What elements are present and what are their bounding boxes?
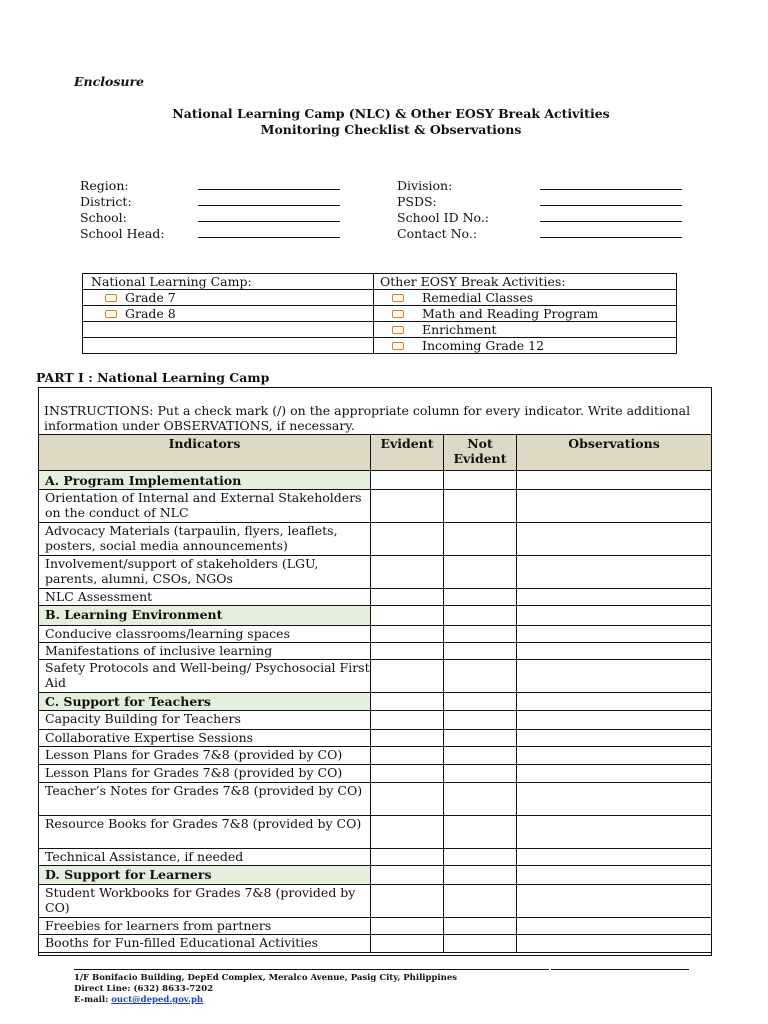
observations-cell[interactable] [517,606,712,626]
evident-cell[interactable] [371,693,444,711]
eosy-heading: Other EOSY Break Activities: [374,274,677,290]
school-id-blank[interactable] [540,210,682,222]
evident-cell[interactable] [371,765,444,783]
table-row [39,626,712,643]
evident-cell[interactable] [371,643,444,660]
region-blank[interactable] [198,178,340,190]
observations-cell[interactable] [517,918,712,935]
field-label-division: Division: [397,178,453,193]
footer-divider [74,969,549,970]
evident-cell[interactable] [371,490,444,523]
observations-cell[interactable] [517,816,712,849]
col-observations: Observations [517,435,712,471]
evident-cell[interactable] [371,730,444,747]
evident-cell[interactable] [371,866,444,885]
observations-cell[interactable] [517,783,712,816]
observations-cell[interactable] [517,471,712,490]
field-label-school-id: School ID No.: [397,210,489,225]
enrichment-label: Enrichment [422,321,497,337]
header-fields-right [397,178,683,242]
section-a-title: A. Program Implementation [39,471,371,490]
indicator-label: Capacity Building for Teachers [39,711,371,730]
indicator-label: Involvement/support of stakeholders (LGU, parents, alumni, CSOs, NGOs [39,556,371,589]
evident-cell[interactable] [371,918,444,935]
indicator-label: Advocacy Materials (tarpaulin, flyers, leaflets, posters, social media announcements) [39,523,371,556]
table-row [39,490,712,523]
not-evident-cell[interactable] [444,866,517,885]
not-evident-cell[interactable] [444,660,517,693]
col-evident: Evident [371,435,444,471]
indicator-label: NLC Assessment [39,589,371,606]
nlc-heading: National Learning Camp: [83,274,374,290]
observations-cell[interactable] [517,849,712,866]
activities-table [82,273,677,354]
field-label-school-head: School Head: [80,226,165,241]
evident-cell[interactable] [371,523,444,556]
indicator-label: Collaborative Expertise Sessions [39,730,371,747]
observations-cell[interactable] [517,643,712,660]
not-evident-cell[interactable] [444,918,517,935]
col-not-evident-line2: Evident [453,451,507,466]
observations-cell[interactable] [517,490,712,523]
observations-cell[interactable] [517,660,712,693]
observations-cell[interactable] [517,589,712,606]
not-evident-cell[interactable] [444,523,517,556]
indicator-label: Resource Books for Grades 7&8 (provided by CO) [39,816,371,849]
indicator-label: Technical Assistance, if needed [39,849,371,866]
indicator-label: Manifestations of inclusive learning [39,643,371,660]
indicator-label: Conducive classrooms/learning spaces [39,626,371,643]
table-row [39,849,712,866]
indicator-label: Lesson Plans for Grades 7&8 (provided by CO) [39,765,371,783]
observations-cell[interactable] [517,556,712,589]
school-head-blank[interactable] [198,226,340,238]
footer-direct-line: Direct Line: (632) 8633-7202 [74,984,214,994]
enclosure-label: Enclosure [74,74,144,89]
grade-7-checkbox[interactable] [105,294,117,302]
table-row [39,730,712,747]
evident-cell[interactable] [371,556,444,589]
indicator-label: Safety Protocols and Well-being/ Psychosocial First Aid [39,660,371,693]
section-c-title: C. Support for Teachers [39,693,371,711]
remedial-checkbox[interactable] [392,294,404,302]
not-evident-cell[interactable] [444,471,517,490]
not-evident-cell[interactable] [444,783,517,816]
evident-cell[interactable] [371,816,444,849]
indicator-label: Freebies for learners from partners [39,918,371,935]
section-row [39,693,712,711]
indicator-label: Lesson Plans for Grades 7&8 (provided by CO) [39,747,371,765]
not-evident-cell[interactable] [444,816,517,849]
header-fields-left [80,178,340,242]
document-title: National Learning Camp (NLC) & Other EOSY Break Activities [172,106,610,121]
observations-cell[interactable] [517,730,712,747]
table-row [39,765,712,783]
table-row [39,935,712,953]
observations-cell[interactable] [517,747,712,765]
instructions: INSTRUCTIONS: Put a check mark (/) on the appropriate column for every indicator. Write additional information under OBSERVATIONS, if necessary. [44,403,691,433]
observations-cell[interactable] [517,935,712,953]
section-d-title: D. Support for Learners [39,866,371,885]
observations-cell[interactable] [517,711,712,730]
not-evident-cell[interactable] [444,849,517,866]
observations-cell[interactable] [517,885,712,918]
table-row [39,523,712,556]
evident-cell[interactable] [371,747,444,765]
not-evident-cell[interactable] [444,626,517,643]
table-row [39,783,712,816]
math-reading-label: Math and Reading Program [422,305,599,321]
not-evident-cell[interactable] [444,693,517,711]
empty-cell [83,338,374,354]
footer-email-label: E-mail: [74,995,112,1005]
field-label-contact: Contact No.: [397,226,478,241]
psds-blank[interactable] [540,194,682,206]
indicator-label: Teacher’s Notes for Grades 7&8 (provided by CO) [39,783,371,816]
enrichment-checkbox[interactable] [392,326,404,334]
math-reading-checkbox[interactable] [392,310,404,318]
observations-cell[interactable] [517,523,712,556]
field-label-district: District: [80,194,132,209]
evident-cell[interactable] [371,660,444,693]
document-subtitle: Monitoring Checklist & Observations [260,122,522,137]
not-evident-cell[interactable] [444,730,517,747]
not-evident-cell[interactable] [444,606,517,626]
table-row [39,747,712,765]
table-row [39,589,712,606]
school-blank[interactable] [198,210,340,222]
contact-blank[interactable] [540,226,682,238]
field-label-region: Region: [80,178,129,193]
evident-cell[interactable] [371,935,444,953]
observations-cell[interactable] [517,866,712,885]
not-evident-cell[interactable] [444,747,517,765]
section-b-title: B. Learning Environment [39,606,371,626]
not-evident-cell[interactable] [444,935,517,953]
grade-8-checkbox[interactable] [105,310,117,318]
district-blank[interactable] [198,194,340,206]
evident-cell[interactable] [371,783,444,816]
not-evident-cell[interactable] [444,885,517,918]
part1-title: PART I : National Learning Camp [36,370,270,385]
email-link[interactable]: ouct@deped.gov.ph [111,995,204,1005]
empty-cell [83,322,374,338]
indicator-label: Orientation of Internal and External Stakeholders on the conduct of NLC [39,490,371,523]
indicator-label: Booths for Fun-filled Educational Activities [39,935,371,953]
observations-cell[interactable] [517,765,712,783]
footer-divider [551,969,689,970]
not-evident-cell[interactable] [444,556,517,589]
not-evident-cell[interactable] [444,711,517,730]
section-row [39,866,712,885]
remedial-label: Remedial Classes [422,289,534,305]
col-not-evident-line1: Not [467,436,493,451]
not-evident-cell[interactable] [444,490,517,523]
grade-8-label: Grade 8 [125,305,176,321]
table-row [39,556,712,589]
evident-cell[interactable] [371,849,444,866]
footer-address: 1/F Bonifacio Building, DepEd Complex, Meralco Avenue, Pasig City, Philippines [74,973,458,983]
observations-cell[interactable] [517,626,712,643]
incoming-grade-12-label: Incoming Grade 12 [422,337,545,353]
division-blank[interactable] [540,178,682,190]
field-label-school: School: [80,210,127,225]
indicator-label: Student Workbooks for Grades 7&8 (provided by CO) [39,885,371,918]
table-row [39,885,712,918]
table-row [39,711,712,730]
evident-cell[interactable] [371,589,444,606]
not-evident-cell[interactable] [444,589,517,606]
observations-cell[interactable] [517,693,712,711]
col-not-evident [444,435,517,471]
incoming-grade-12-checkbox[interactable] [392,342,404,350]
grade-7-label: Grade 7 [125,289,176,305]
not-evident-cell[interactable] [444,643,517,660]
section-row [39,471,712,490]
evident-cell[interactable] [371,626,444,643]
evident-cell[interactable] [371,471,444,490]
not-evident-cell[interactable] [444,765,517,783]
table-row [39,643,712,660]
evident-cell[interactable] [371,711,444,730]
table-row [39,660,712,693]
table-row [39,816,712,849]
field-label-psds: PSDS: [397,194,437,209]
col-indicators: Indicators [39,435,371,471]
evident-cell[interactable] [371,885,444,918]
evident-cell[interactable] [371,606,444,626]
section-row [39,606,712,626]
footer-email [74,995,203,1005]
checklist-table [38,434,712,953]
table-row [39,918,712,935]
